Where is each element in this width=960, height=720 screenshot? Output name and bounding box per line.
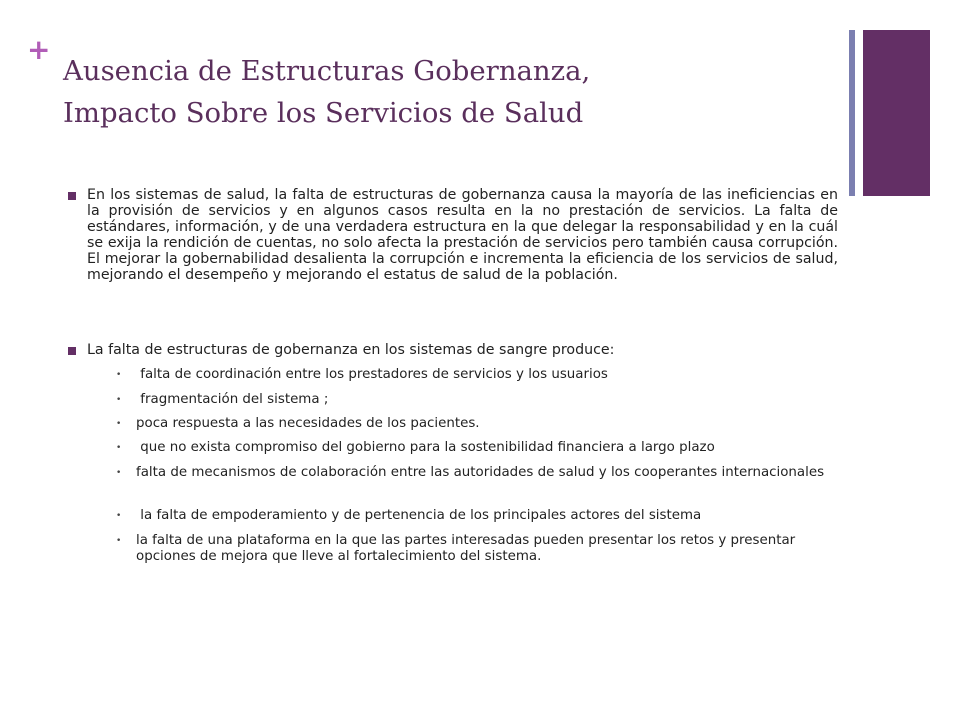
dot-bullet-icon: •: [116, 536, 122, 546]
paragraph-1-text: En los sistemas de salud, la falta de estructuras de gobernanza causa la mayoría de las ineficiencias en la provisión de servicios y en algunos casos resulta en la no prestación de servicios. La falta de estándares, información, y de una verdadera estructura en la que delegar la responsabilidad y en la cuál se exija la rendición de cuentas, no solo afecta la prestación de servicios pero también causa corrupción. El mejorar la gobernabilidad desalienta la corrupción e incrementa la eficiencia de los servicios de salud, mejorando el desempeño y mejorando el estatus de salud de la población.: [87, 187, 838, 284]
bullet-paragraph-1: [68, 187, 838, 284]
dot-bullet-icon: •: [116, 395, 122, 405]
list-item-text: fragmentación del sistema ;: [136, 392, 329, 407]
decorative-thin-bar: [849, 30, 855, 196]
title-line-2: Impacto Sobre los Servicios de Salud: [63, 97, 584, 129]
bullet-paragraph-2: [68, 342, 838, 358]
list-item: [116, 508, 840, 524]
list-item-text: que no exista compromiso del gobierno para la sostenibilidad financiera a largo plazo: [136, 440, 715, 455]
square-bullet-icon: [68, 347, 76, 355]
dot-bullet-icon: •: [116, 443, 122, 453]
list-item: [116, 367, 840, 383]
list-item: [116, 440, 840, 456]
decorative-wide-bar: [863, 30, 930, 196]
square-bullet-icon: [68, 192, 76, 200]
paragraph-2-text: La falta de estructuras de gobernanza en los sistemas de sangre produce:: [87, 342, 615, 358]
title-line-1: Ausencia de Estructuras Gobernanza,: [63, 55, 591, 87]
list-item: [116, 416, 840, 432]
dot-bullet-icon: •: [116, 468, 122, 478]
slide-title: [63, 50, 823, 134]
list-item: [116, 533, 840, 565]
list-item-text: falta de mecanismos de colaboración entre las autoridades de salud y los cooperantes internacionales: [136, 465, 825, 480]
list-item: [116, 392, 840, 408]
list-item-text: la falta de una plataforma en la que las partes interesadas pueden presentar los retos y presentar opciones de mejora que lleve al fortalecimiento del sistema.: [136, 533, 800, 564]
dot-bullet-icon: •: [116, 511, 122, 521]
dot-bullet-icon: •: [116, 370, 122, 380]
list-item-text: la falta de empoderamiento y de pertenencia de los principales actores del sistema: [136, 508, 702, 523]
dot-bullet-icon: •: [116, 419, 122, 429]
plus-icon: +: [27, 33, 51, 66]
list-item-text: falta de coordinación entre los prestadores de servicios y los usuarios: [136, 367, 608, 382]
list-item-text: poca respuesta a las necesidades de los pacientes.: [136, 416, 480, 431]
list-item: [116, 465, 840, 481]
